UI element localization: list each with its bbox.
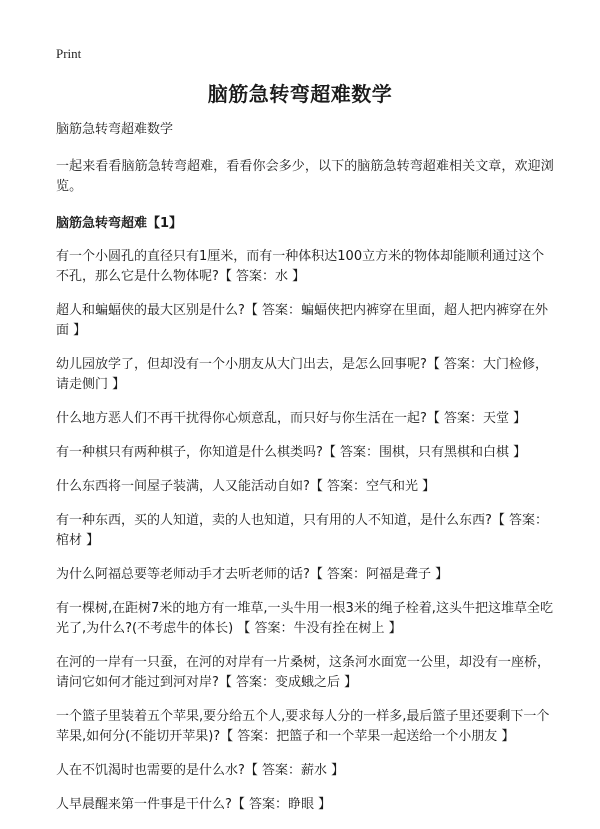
riddle-item: 什么东西将一间屋子装满，人又能活动自如?【 答案：空气和光 】 xyxy=(56,479,436,494)
riddle-item: 有一种东西，买的人知道，卖的人也知道，只有用的人不知道，是什么东西?【 答案：棺材 】 xyxy=(56,513,549,548)
intro-paragraph: 一起来看看脑筋急转弯超难，看看你会多少，以下的脑筋急转弯超难相关文章，欢迎浏览。 xyxy=(56,159,554,194)
section-heading: 脑筋急转弯超难【1】 xyxy=(56,216,183,231)
riddle-item: 超人和蝙蝠侠的最大区别是什么?【 答案：蝙蝠侠把内裤穿在里面，超人把内裤穿在外面 】 xyxy=(56,303,549,338)
riddle-item: 一个篮子里装着五个苹果,要分给五个人,要求每人分的一样多,最后篮子里还要剩下一个苹果,如何分(不能切开苹果)?【 答案：把篮子和一个苹果一起送给一个小朋友 】 xyxy=(56,709,550,744)
riddle-item: 有一棵树,在距树7米的地方有一堆草,一头牛用一根3米的绳子栓着,这头牛把这堆草全吃光了,为什么?(不考虑牛的体长) 【 答案：牛没有拴在树上 】 xyxy=(56,601,553,636)
article-subtitle: 脑筋急转弯超难数学 xyxy=(56,122,174,137)
riddle-item: 在河的一岸有一只蚕，在河的对岸有一片桑树，这条河水面宽一公里，却没有一座桥，请问它如何才能过到河对岸?【 答案：变成蛾之后 】 xyxy=(56,655,551,690)
riddle-item: 什么地方恶人们不再干扰得你心烦意乱，而只好与你生活在一起?【 答案：天堂 】 xyxy=(56,411,527,426)
riddle-item: 有一种棋只有两种棋子，你知道是什么棋类吗?【 答案：围棋，只有黑棋和白棋 】 xyxy=(56,445,527,460)
riddle-item: 人早晨醒来第一件事是干什么?【 答案：睁眼 】 xyxy=(56,797,332,812)
article-body xyxy=(56,120,556,829)
riddle-item: 幼儿园放学了，但却没有一个小朋友从大门出去，是怎么回事呢?【 答案：大门检修，请走侧门 】 xyxy=(56,357,549,392)
riddle-item: 为什么阿福总要等老师动手才去听老师的话?【 答案：阿福是聋子 】 xyxy=(56,567,449,582)
print-link[interactable]: Print xyxy=(56,46,82,61)
page-title: 脑筋急转弯超难数学 xyxy=(207,82,393,106)
riddle-item: 人在不饥渴时也需要的是什么水?【 答案：薪水 】 xyxy=(56,763,345,778)
riddle-item: 有一个小圆孔的直径只有1厘米，而有一种体积达100立方米的物体却能顺利通过这个不孔，那么它是什么物体呢?【 答案：水 】 xyxy=(56,249,545,284)
